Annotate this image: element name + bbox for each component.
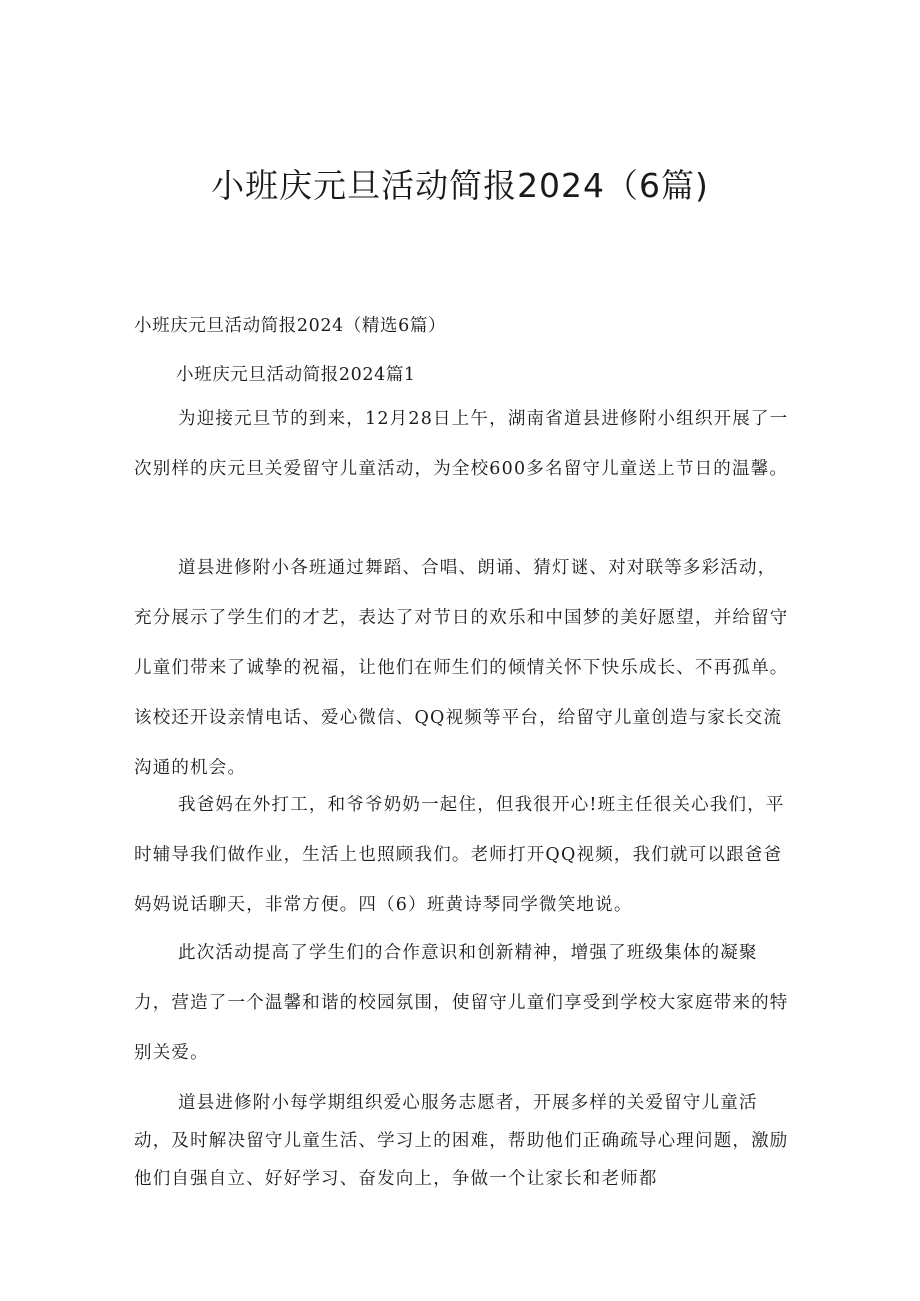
document-title: 小班庆元旦活动简报2024（6篇) — [211, 166, 709, 205]
paragraph-3-text: 我爸妈在外打工，和爷爷奶奶一起住，但我很开心!班主任很关心我们，平时辅导我们做作业，生活上也照顾我们。老师打开QQ视频，我们就可以跟爸爸妈妈说话聊天，非常方便。四（6）班黄诗琴同学微笑地说。 — [134, 795, 785, 915]
document-subtitle: 小班庆元旦活动简报2024（精选6篇） — [134, 316, 447, 336]
paragraph-5 — [134, 1084, 794, 1198]
paragraph-3 — [134, 780, 794, 930]
paragraph-2 — [134, 543, 794, 793]
paragraph-2-text: 道县进修附小各班通过舞蹈、合唱、朗诵、猜灯谜、对对联等多彩活动，充分展示了学生们的才艺，表达了对节日的欢乐和中国梦的美好愿望，并给留守儿童们带来了诚挚的祝福，让他们在师生们的倾情关怀下快乐成长、不再孤单。该校还开设亲情电话、爱心微信、QQ视频等平台，给留守儿童创造与家长交流沟通的机会。 — [134, 558, 789, 778]
paragraph-5-text: 道县进修附小每学期组织爱心服务志愿者，开展多样的关爱留守儿童活动，及时解决留守儿童生活、学习上的困难，帮助他们正确疏导心理问题，激励他们自强自立、好好学习、奋发向上，争做一个让家长和老师都 — [134, 1093, 789, 1189]
paragraph-4 — [134, 928, 794, 1078]
paragraph-4-text: 此次活动提高了学生们的合作意识和创新精神，增强了班级集体的凝聚力，营造了一个温馨和谐的校园氛围，使留守儿童们享受到学校大家庭带来的特别关爱。 — [134, 943, 789, 1063]
paragraph-1 — [134, 394, 794, 494]
section-heading: 小班庆元旦活动简报2024篇1 — [176, 365, 416, 385]
paragraph-1-text: 为迎接元旦节的到来，12月28日上午，湖南省道县进修附小组织开展了一次别样的庆元旦关爱留守儿童活动，为全校600多名留守儿童送上节日的温馨。 — [134, 409, 789, 479]
